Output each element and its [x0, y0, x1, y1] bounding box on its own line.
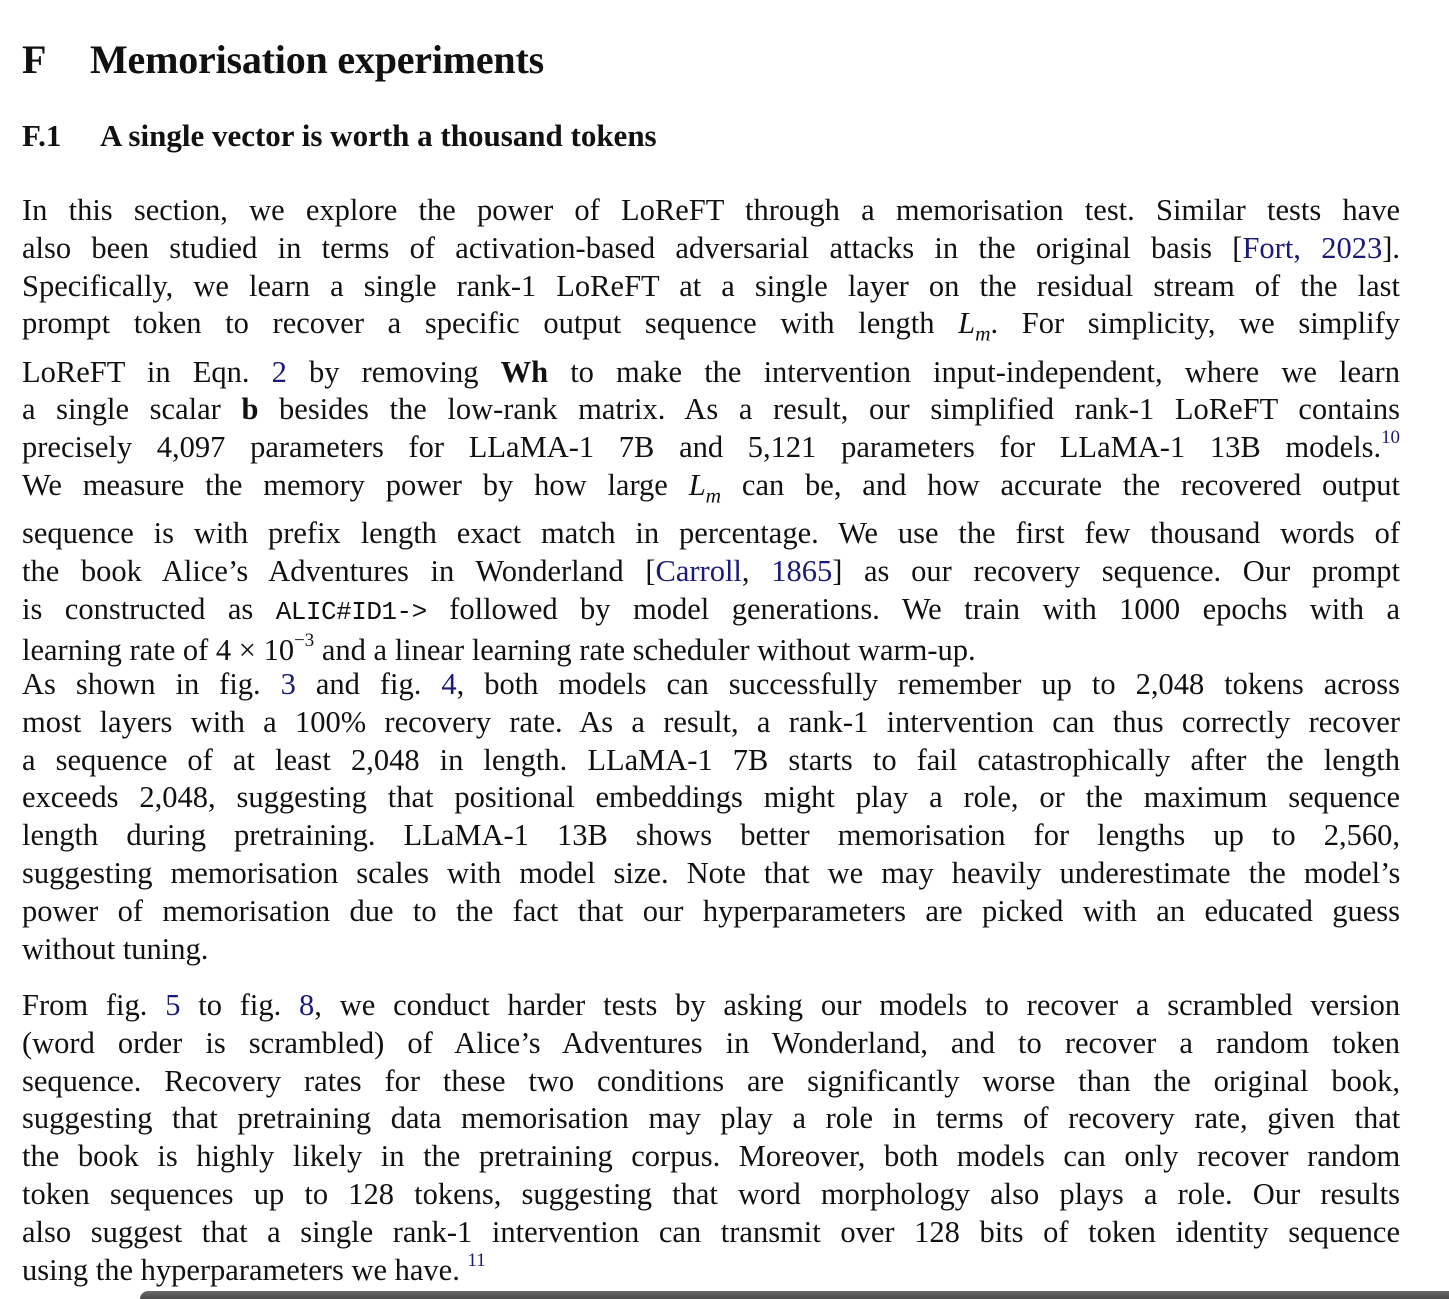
text-line [22, 742, 1400, 780]
text-line [22, 591, 1400, 632]
text: to fig. [180, 988, 300, 1022]
exponent: −3 [294, 629, 315, 651]
text: without tuning. [22, 931, 209, 966]
text-line [22, 1138, 1400, 1176]
text-line [22, 855, 1400, 893]
paragraph-results [22, 666, 1400, 968]
paragraph-harder-tests [22, 987, 1400, 1289]
citation-link-fort-2023[interactable]: Fort, 2023 [1242, 230, 1383, 265]
text-line [22, 893, 1400, 931]
text: , we conduct harder tests by asking our models to recover a scrambled version [314, 988, 1401, 1022]
subsection-number: F.1 [22, 118, 62, 153]
text: (word order is scrambled) of Alice’s Adventures in Wonderland, and to recover a random token [22, 1025, 1400, 1060]
text: In this section, we explore the power of LoReFT through a memorisation test. Similar tests have [22, 193, 1400, 227]
text: As shown in fig. [22, 667, 281, 701]
text: prompt token to recover a specific output sequence with length [22, 306, 959, 341]
text-line [22, 1176, 1400, 1214]
equation-link[interactable]: 2 [271, 354, 287, 389]
math-bold-b: b [241, 392, 259, 427]
math-symbol: L [958, 306, 976, 341]
text: suggesting memorisation scales with model size. Note that we may heavily underestimate the model’s [22, 855, 1401, 890]
text: LoReFT in Eqn. [22, 354, 272, 389]
text: length during pretraining. LLaMA-1 13B shows better memorisation for lengths up to 2,560, [22, 818, 1400, 853]
text-line [22, 1214, 1400, 1252]
text-line [22, 1025, 1400, 1063]
text-line [22, 467, 1400, 515]
figure-link-8[interactable]: 8 [299, 988, 315, 1022]
text: also suggest that a single rank-1 intervention can transmit over 128 bits of token identity sequence [22, 1214, 1400, 1249]
text-line [22, 1100, 1400, 1138]
text: power of memorisation due to the fact that our hyperparameters are picked with an educated guess [22, 893, 1400, 928]
text-line [22, 817, 1400, 855]
math-lm [958, 306, 991, 346]
text: , both models can successfully remember up to 2,048 tokens across [456, 667, 1400, 701]
code-prompt: ALIC#ID1-> [275, 596, 427, 627]
text: and a linear learning rate scheduler without warm-up. [314, 632, 976, 667]
text: precisely 4,097 parameters for LLaMA-1 7B and 5,121 parameters for LLaMA-1 13B models. [22, 430, 1382, 465]
figure-link-4[interactable]: 4 [441, 667, 457, 701]
paragraph-intro [22, 192, 1400, 670]
text-line [22, 1249, 1400, 1290]
text: ] as our recovery sequence. Our prompt [832, 554, 1401, 589]
footnote-link-11[interactable]: 11 [467, 1249, 486, 1271]
section-number: F [22, 37, 47, 82]
text: using the hyperparameters we have. [22, 1252, 468, 1287]
text-line [22, 230, 1400, 268]
text: sequence is with prefix length exact match in percentage. We use the first few thousand words of [22, 516, 1400, 551]
text-line [22, 268, 1400, 306]
text-line [22, 666, 1400, 704]
text: followed by model generations. We train with 1000 epochs with a [426, 591, 1400, 626]
text-line [22, 704, 1400, 742]
math-bold-wh: Wh [500, 354, 549, 389]
text-line [22, 192, 1400, 230]
text: is constructed as [22, 591, 276, 626]
text: a sequence of at least 2,048 in length. LLaMA-1 7B starts to fail catastrophically after the length [22, 742, 1400, 777]
text-line [22, 931, 1400, 969]
text: token sequences up to 128 tokens, suggesting that word morphology also plays a role. Our results [22, 1176, 1400, 1211]
text-line [22, 429, 1400, 467]
text: suggesting that pretraining data memorisation may play a role in terms of recovery rate, given that [22, 1101, 1401, 1136]
section-title: Memorisation experiments [90, 37, 544, 82]
text: Specifically, we learn a single rank-1 LoReFT at a single layer on the residual stream of the last [22, 268, 1400, 303]
text: ]. [1382, 230, 1400, 265]
text: and fig. [295, 667, 442, 701]
figure-link-5[interactable]: 5 [165, 988, 181, 1022]
text: besides the low-rank matrix. As a result, our simplified rank-1 LoReFT contains [258, 392, 1400, 427]
math-symbol: L [688, 468, 706, 503]
text-line [22, 391, 1400, 429]
text: by removing [286, 354, 501, 389]
text: We measure the memory power by how large [22, 468, 689, 503]
text-line [22, 553, 1400, 591]
text: can be, and how accurate the recovered output [721, 468, 1400, 503]
figure-link-3[interactable]: 3 [280, 667, 296, 701]
citation-link-carroll[interactable]: Carroll [655, 554, 742, 589]
math-subscript: m [975, 321, 991, 346]
bottom-scroll-bar[interactable] [140, 1291, 1449, 1299]
text-line [22, 1063, 1400, 1101]
text: exceeds 2,048, suggesting that positional embeddings might play a role, or the maximum sequence [22, 780, 1400, 815]
text: also been studied in terms of activation-based adversarial attacks in the original basis [ [22, 230, 1243, 265]
text: sequence. Recovery rates for these two conditions are significantly worse than the original book, [22, 1063, 1400, 1098]
subsection-heading [22, 118, 657, 154]
text: From fig. [22, 988, 166, 1022]
footnote-link-10[interactable]: 10 [1381, 427, 1400, 449]
text: . For simplicity, we simplify [990, 306, 1400, 341]
text-line [22, 354, 1400, 392]
section-heading [22, 36, 544, 83]
text-line [22, 515, 1400, 553]
text: the book Alice’s Adventures in Wonderland [ [22, 554, 656, 589]
text-line [22, 305, 1400, 353]
text-line [22, 629, 1400, 670]
text: to make the intervention input-independent, where we learn [548, 354, 1400, 389]
text: learning rate of 4 × 10 [22, 632, 295, 667]
math-lm [688, 468, 722, 508]
text: the book is highly likely in the pretraining corpus. Moreover, both models can only recover random [22, 1139, 1401, 1174]
text: a single scalar [22, 392, 242, 427]
text: most layers with a 100% recovery rate. As a result, a rank-1 intervention can thus correctly recover [22, 704, 1400, 739]
math-subscript: m [705, 483, 722, 508]
citation-link-1865[interactable]: 1865 [771, 554, 833, 589]
text-line [22, 987, 1400, 1025]
text-line [22, 779, 1400, 817]
subsection-title: A single vector is worth a thousand tokens [100, 118, 657, 153]
text: , [741, 554, 772, 589]
